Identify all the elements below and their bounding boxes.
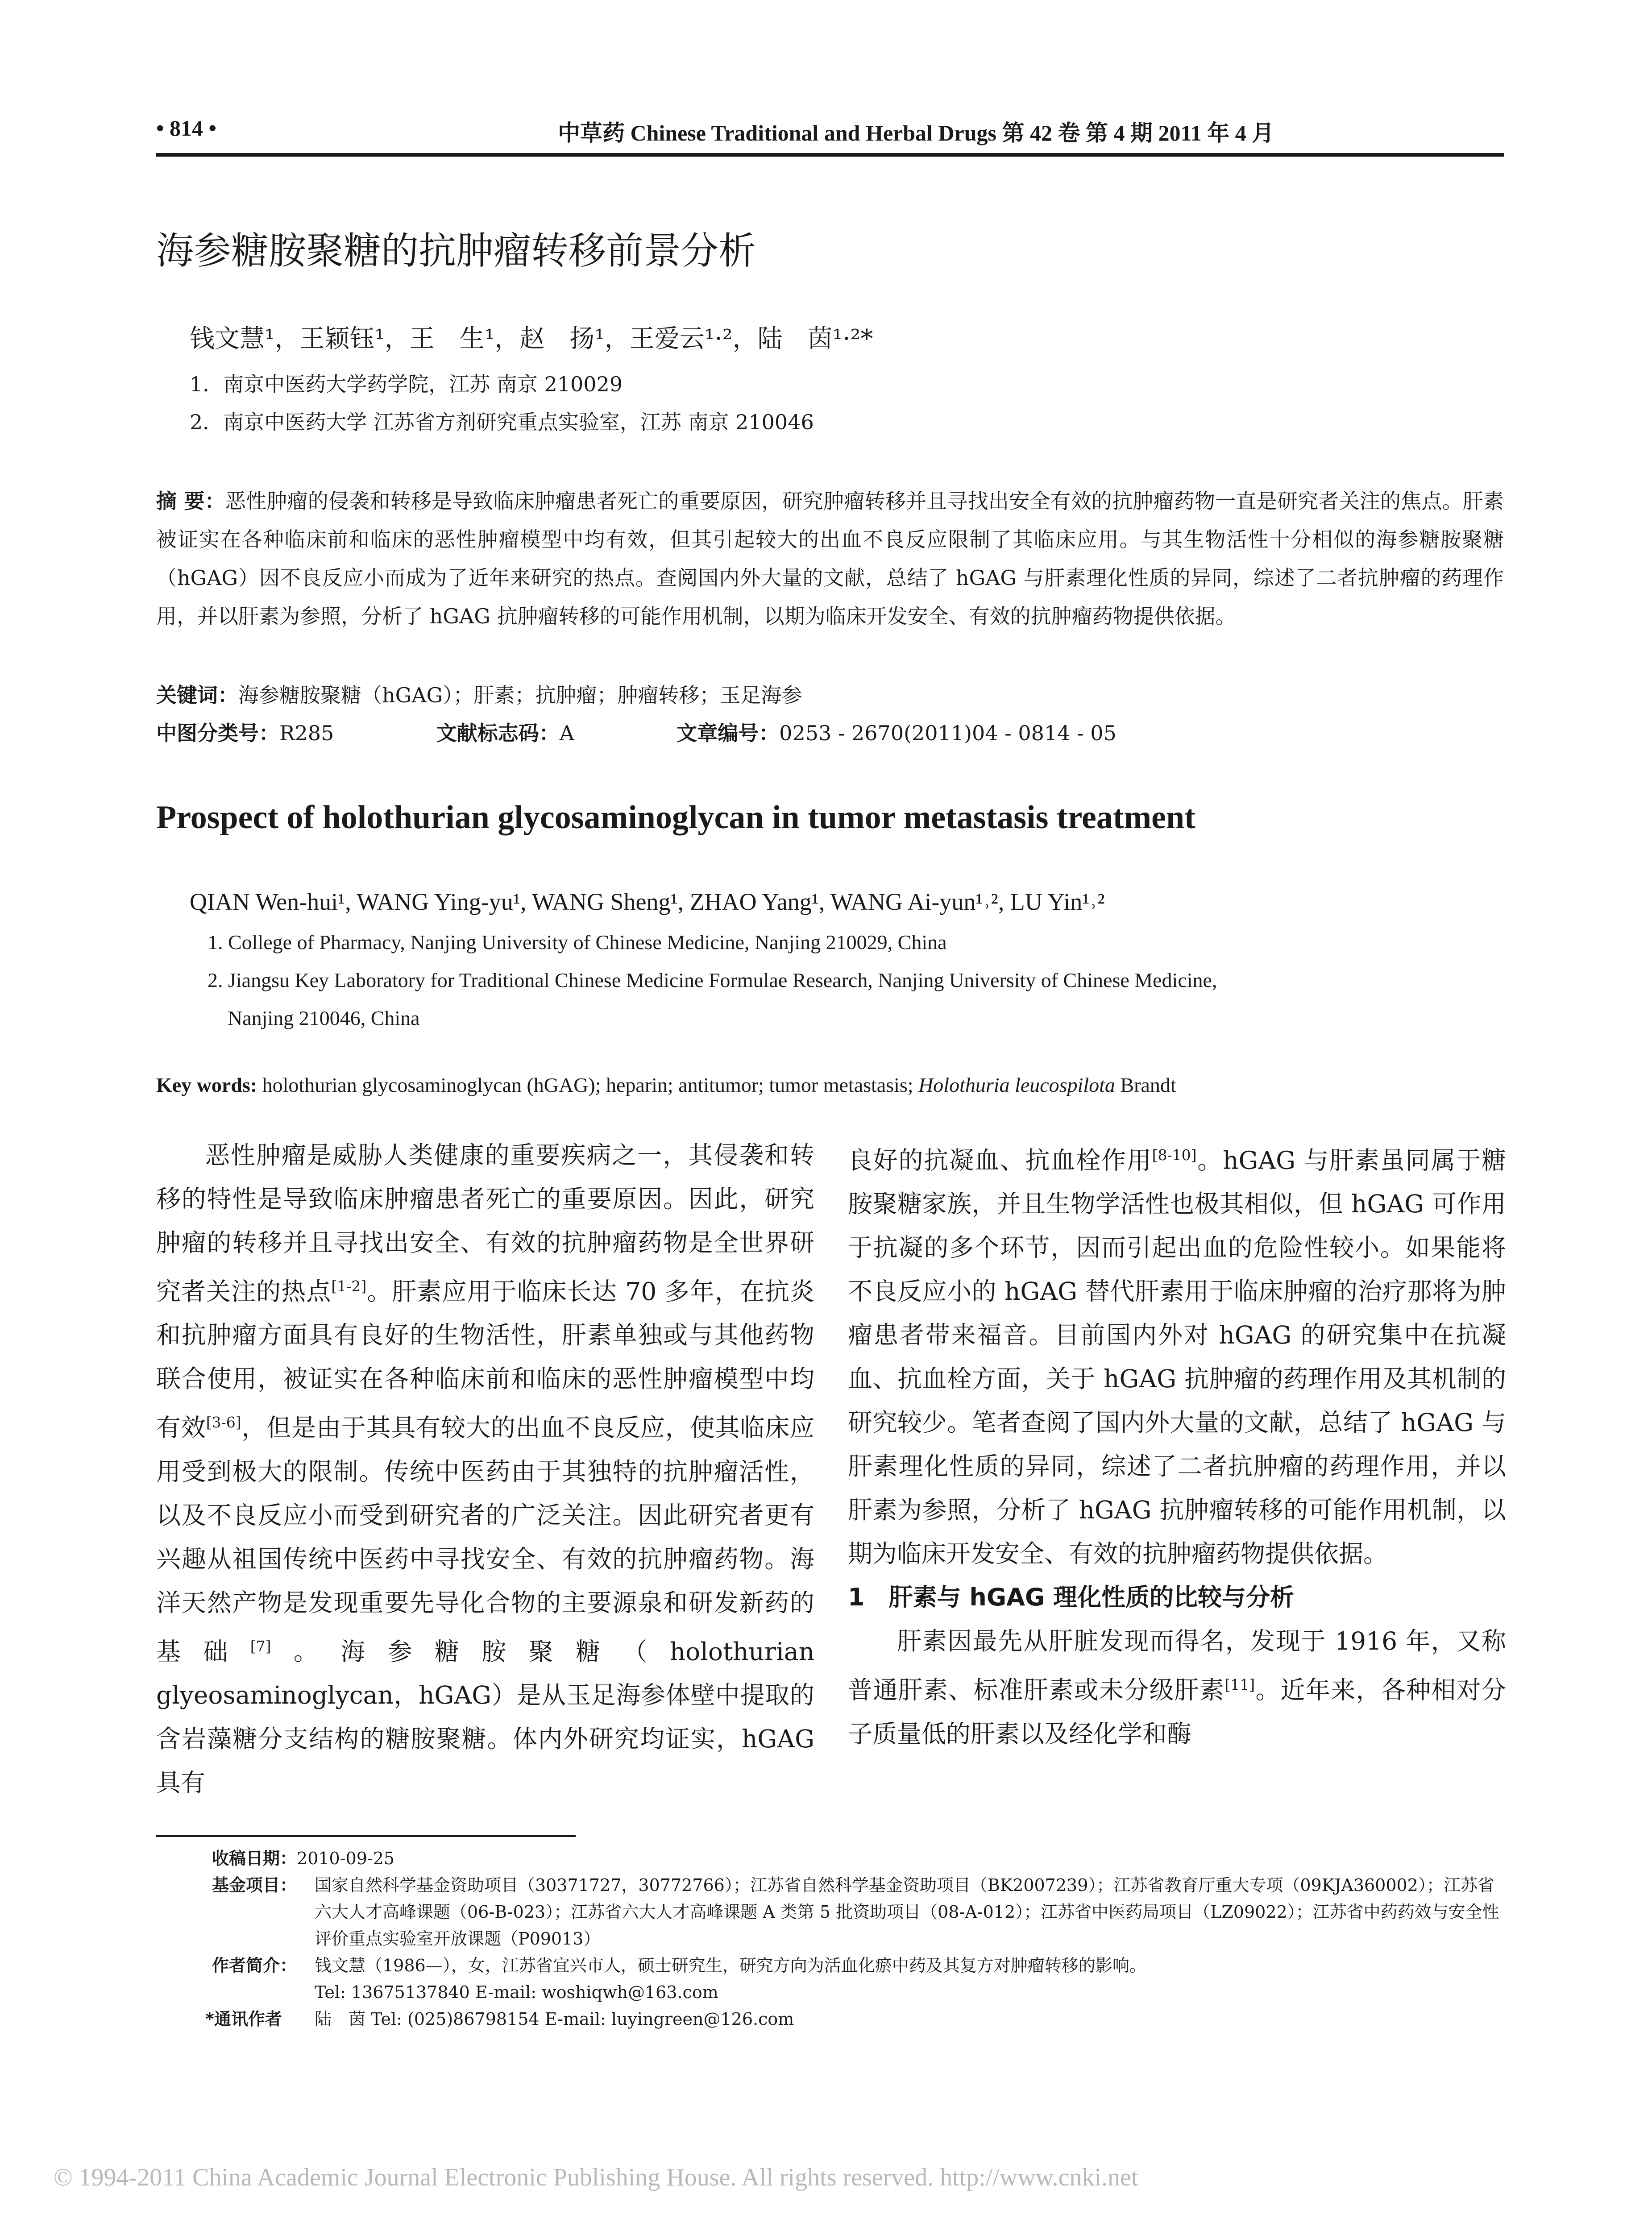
affiliation-en-1: 1. College of Pharmacy, Nanjing University of Chinese Medicine, Nanjing 210029, China: [208, 931, 947, 954]
classification-line: [156, 714, 1504, 752]
author-bio-text: 钱文慧（1986—），女，江苏省宜兴市人，硕士研究生，研究方向为活血化瘀中药及其复方对肿瘤转移的影响。: [315, 1956, 1146, 1975]
doc-code-value: A: [559, 721, 574, 745]
keywords-cn-label: 关键词：: [156, 683, 238, 707]
footnote-fund: [212, 1872, 1504, 1952]
article-title-en: Prospect of holothurian glycosaminoglycan in tumor metastasis treatment: [156, 799, 1195, 836]
clc-value: R285: [279, 721, 334, 745]
abstract-label: 摘 要：: [156, 489, 225, 513]
clc-label: 中图分类号：: [156, 721, 279, 745]
keywords-cn-text: 海参糖胺聚糖（hGAG）；肝素；抗肿瘤；肿瘤转移；玉足海参: [238, 683, 802, 707]
keywords-cn: [156, 676, 1504, 714]
keywords-en-species: Holothuria leucospilota: [918, 1074, 1115, 1096]
fund-label: 基金项目：: [212, 1875, 297, 1895]
author-contact: Tel: 13675137840 E-mail: woshiqwh@163.com: [315, 1982, 718, 2002]
keywords-en-tail: Brandt: [1120, 1074, 1176, 1096]
header-rule: [156, 153, 1504, 157]
body-text: 。hGAG 与肝素虽同属于糖胺聚糖家族，并且生物学活性也极其相似，但 hGAG 可作用于抗凝的多个环节，因而引起出血的危险性较小。如果能将不良反应小的 hGAG 替代肝素用于临床肿瘤的治疗那将为肿瘤患者带来福音。目前国内外对 hGAG 的研究集中在抗凝血、抗血栓方面，关于 hGAG 抗肿瘤的药理作用及其机制的研究较少。笔者查阅了国内外大量的文献，总结了 hGAG 与肝素理化性质的异同，综述了二者抗肿瘤的药理作用，并以肝素为参照，分析了 hGAG 抗肿瘤转移的可能作用机制，以期为临床开发安全、有效的抗肿瘤药物提供依据。: [848, 1146, 1506, 1568]
article-no-value: 0253 - 2670(2011)04 - 0814 - 05: [779, 721, 1117, 745]
body-text: 。近年来，各种相对分子质量低的肝素以及经化学和酶: [848, 1675, 1506, 1748]
affiliation-cn-2: 2．南京中医药大学 江苏省方剂研究重点实验室，江苏 南京 210046: [190, 410, 814, 434]
abstract-text: 恶性肿瘤的侵袭和转移是导致临床肿瘤患者死亡的重要原因，研究肿瘤转移并且寻找出安全有效的抗肿瘤药物一直是研究者关注的焦点。肝素被证实在各种临床前和临床的恶性肿瘤模型中均有效，但其引起较大的出血不良反应限制了其临床应用。与其生物活性十分相似的海参糖胺聚糖（hGAG）因不良反应小而成为了近年来研究的热点。查阅国内外大量的文献，总结了 hGAG 与肝素理化性质的异同，综述了二者抗肿瘤的药理作用，并以肝素为参照，分析了 hGAG 抗肿瘤转移的可能作用机制，以期为临床开发安全、有效的抗肿瘤药物提供依据。: [156, 489, 1504, 628]
body-text: 。海参糖胺聚糖（holothurian glyeosaminoglycan，hGAG）是从玉足海参体壁中提取的含岩藻糖分支结构的糖胺聚糖。体内外研究均证实，hGAG 具有: [156, 1637, 814, 1797]
body-column-right: [848, 1133, 1506, 1756]
citation: [1-2]: [331, 1277, 367, 1295]
abstract-cn: [156, 482, 1504, 635]
article-no-label: 文章编号：: [677, 721, 780, 745]
author-label: 作者简介：: [212, 1956, 297, 1975]
affiliation-en-2-cont: Nanjing 210046, China: [228, 1007, 420, 1029]
journal-name: 中草药 Chinese Traditional and Herbal Drugs 第 42 卷 第 4 期 2011 年 4 月: [558, 120, 1274, 145]
footnote-received: [212, 1845, 394, 1872]
footnote-corresponding: [205, 2006, 794, 2032]
fund-text: 国家自然科学基金资助项目（30371727，30772766）；江苏省自然科学基金资助项目（BK2007239）；江苏省教育厅重大专项（09KJA360002）；江苏省六大人才高峰课题（06-B-023）；江苏省六大人才高峰课题 A 类第 5 批资助项目（08-A-012）；江苏省中医药局项目（LZ09022）；江苏省中药药效与安全性评价重点实验室开放课题（P09013）: [315, 1875, 1499, 1949]
citation: [8-10]: [1152, 1146, 1197, 1164]
author-bio: [315, 1952, 1502, 2006]
citation: [7]: [250, 1637, 271, 1655]
body-paragraph: [156, 1133, 814, 1804]
body-paragraph: [848, 1619, 1506, 1755]
corr-label: *通讯作者: [205, 2009, 282, 2029]
copyright-watermark: © 1994-2011 China Academic Journal Electronic Publishing House. All rights reserved. http://www.cnki.net: [54, 2164, 1138, 2191]
citation: [11]: [1224, 1676, 1255, 1694]
body-paragraph: [848, 1133, 1506, 1576]
doc-code-label: 文献标志码：: [436, 721, 560, 745]
body-text: 。肝素应用于临床长达 70 多年，在抗炎和抗肿瘤方面具有良好的生物活性，肝素单独或与其他药物联合使用，被证实在各种临床前和临床的恶性肿瘤模型中均有效: [156, 1277, 814, 1442]
body-text: 良好的抗凝血、抗血栓作用: [848, 1146, 1152, 1175]
page-number: • 814 •: [156, 116, 217, 141]
corr-text: 陆 茵 Tel: (025)86798154 E-mail: luyingreen@126.com: [315, 2009, 794, 2029]
keywords-en-text: holothurian glycosaminoglycan (hGAG); heparin; antitumor; tumor metastasis;: [262, 1074, 913, 1096]
authors-en: QIAN Wen-hui¹, WANG Ying-yu¹, WANG Sheng¹, ZHAO Yang¹, WANG Ai-yun¹˒², LU Yin¹˒²: [190, 888, 1105, 915]
keywords-en-label: Key words:: [156, 1074, 257, 1096]
section-heading: 1 肝素与 hGAG 理化性质的比较与分析: [848, 1583, 1295, 1612]
affiliation-en-2: 2. Jiangsu Key Laboratory for Traditional Chinese Medicine Formulae Research, Nanjing University of Chinese Medicine,: [208, 969, 1217, 991]
body-text: 恶性肿瘤是威胁人类健康的重要疾病之一，其侵袭和转移的特性是导致临床肿瘤患者死亡的重要原因。因此，研究肿瘤的转移并且寻找出安全、有效的抗肿瘤药物是全世界研究者关注的热点: [156, 1141, 814, 1306]
received-date: 2010-09-25: [297, 1849, 395, 1868]
footnote-rule: [156, 1835, 576, 1837]
affiliation-cn-1: 1．南京中医药大学药学院，江苏 南京 210029: [190, 372, 623, 396]
body-text: 肝素因最先从肝脏发现而得名，发现于 1916 年，又称普通肝素、标准肝素或未分级肝素: [848, 1627, 1506, 1704]
keywords-en: [156, 1073, 1176, 1097]
authors-cn: 钱文慧¹，王颖钰¹，王 生¹，赵 扬¹，王爱云¹·²，陆 茵¹·²*: [190, 324, 873, 353]
citation: [3-6]: [206, 1414, 241, 1431]
body-column-left: [156, 1133, 814, 1804]
running-header: [156, 115, 1504, 155]
article-title-cn: 海参糖胺聚糖的抗肿瘤转移前景分析: [156, 229, 756, 273]
footnote-author: [212, 1952, 1504, 2006]
received-label: 收稿日期：: [212, 1849, 297, 1868]
body-text: ，但是由于其具有较大的出血不良反应，使其临床应用受到极大的限制。传统中医药由于其独特的抗肿瘤活性，以及不良反应小而受到研究者的广泛关注。因此研究者更有兴趣从祖国传统中医药中寻找安全、有效的抗肿瘤药物。海洋天然产物是发现重要先导化合物的主要源泉和研发新药的基础: [156, 1413, 814, 1666]
